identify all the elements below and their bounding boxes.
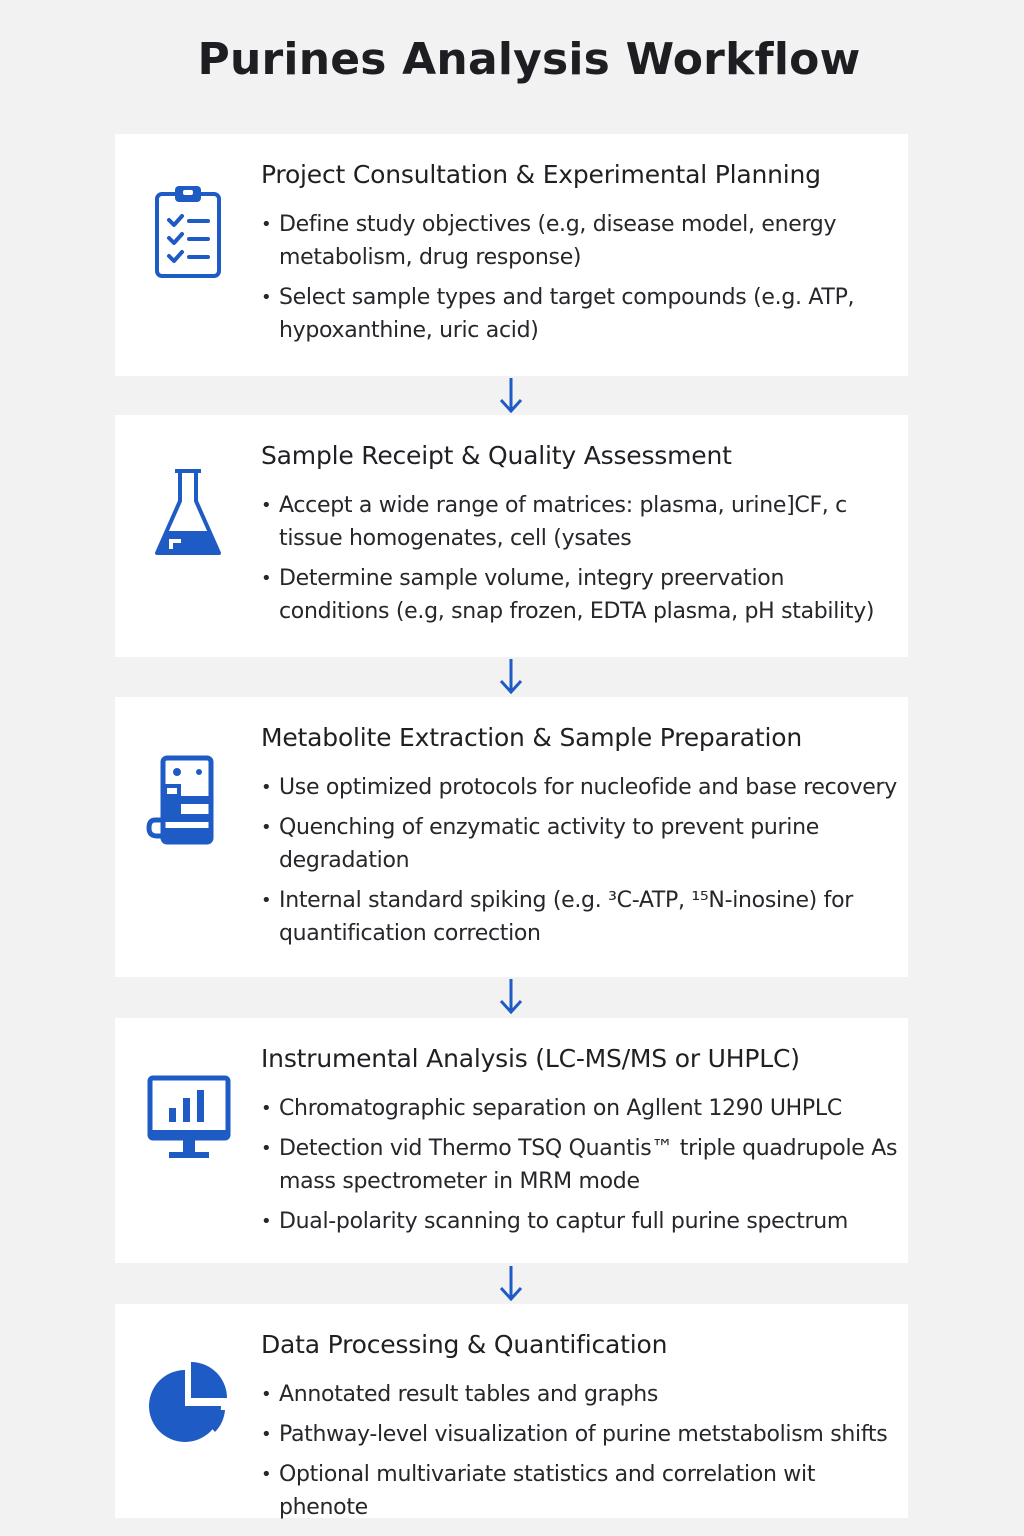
down-arrow-icon [496,1264,526,1304]
bullet-item: • Quenching of enzymatic activity to prevent purine degradation [261,811,898,877]
bullet-item: • Detection vid Thermo TSQ Quantis™ triple quadrupole As mass spectrometer in MRM mode [261,1132,898,1198]
bullet-item: • Chromatographic separation on Agllent 1290 UHPLC [261,1092,898,1125]
clipboard-checklist-icon [145,182,231,282]
bullet-item: • Use optimized protocols for nucleofide and base recovery [261,771,898,804]
pie-chart-icon [145,1352,235,1452]
down-arrow-icon [496,657,526,697]
step-card-extraction [115,697,908,977]
page-title: Purines Analysis Workflow [197,34,861,85]
step-card-data-processing [115,1304,908,1518]
flask-icon [145,465,231,565]
step-bullets [261,1092,898,1245]
bullet-item: • Accept a wide range of matrices: plasma, urine]CF, c tissue homogenates, cell (ysates [261,489,898,555]
step-bullets [261,489,898,635]
down-arrow-icon [496,376,526,416]
down-arrow-icon [496,977,526,1017]
step-bullets [261,771,898,957]
step-title: Metabolite Extraction & Sample Preparation [261,723,802,752]
step-title: Data Processing & Quantification [261,1330,668,1359]
bullet-item: • Optional multivariate statistics and correlation wit phenote [261,1458,898,1524]
bullet-item: • Pathway-level visualization of purine metstabolism shifts [261,1418,898,1451]
bullet-item: • Internal standard spiking (e.g. ³C-ATP, ¹⁵N-inosine) for quantification correction [261,884,898,950]
step-card-sample-receipt [115,415,908,657]
step-title: Project Consultation & Experimental Planning [261,160,821,189]
bullet-item: • Select sample types and target compounds (e.g. ATP, hypoxanthine, uric acid) [261,281,898,347]
bullet-item: • Dual-polarity scanning to captur full purine spectrum [261,1205,898,1238]
bullet-item: • Annotated result tables and graphs [261,1378,898,1411]
extraction-device-icon [145,752,231,852]
bullet-item: • Determine sample volume, integry preervation conditions (e.g, snap frozen, EDTA plasma, pH stability) [261,562,898,628]
step-card-instrumental [115,1018,908,1263]
bullet-item: • Define study objectives (e.g, disease model, energy metabolism, drug response) [261,208,898,274]
step-bullets [261,208,898,354]
step-title: Instrumental Analysis (LC-MS/MS or UHPLC) [261,1044,800,1073]
step-card-consultation [115,134,908,376]
step-title: Sample Receipt & Quality Assessment [261,441,732,470]
step-bullets [261,1378,898,1531]
monitor-bar-chart-icon [145,1068,235,1168]
